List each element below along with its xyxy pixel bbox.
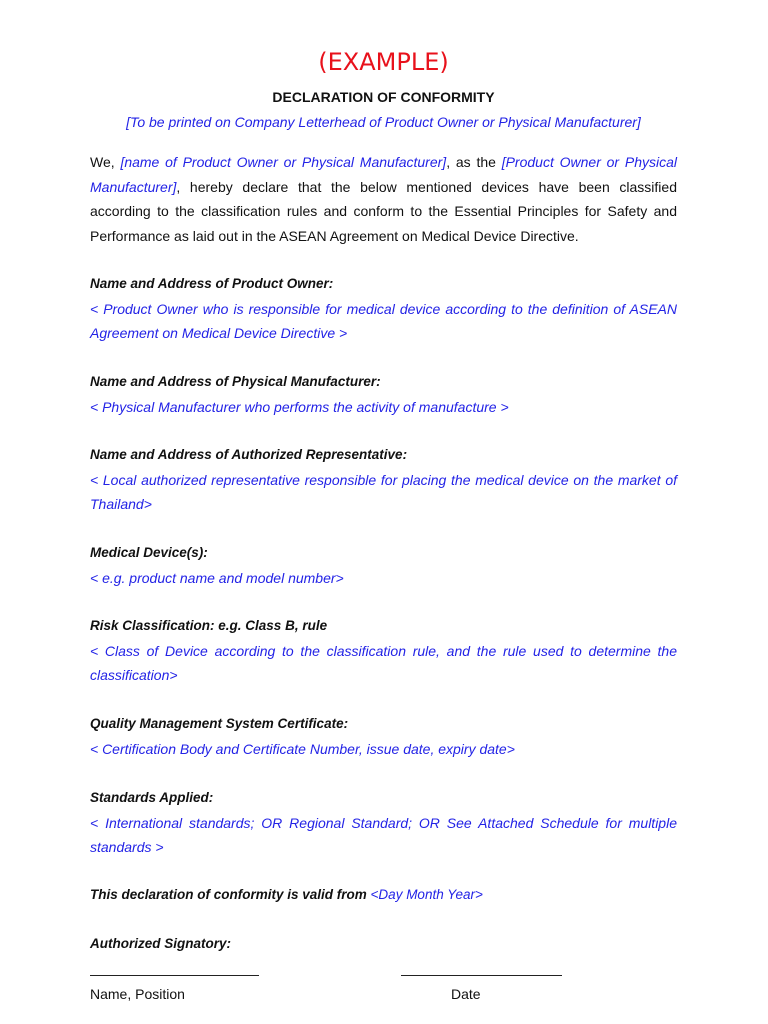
section-heading: Risk Classification: e.g. Class B, rule bbox=[90, 618, 328, 633]
section-placeholder: < Local authorized representative responsible for placing the medical device on the market of Thailand> bbox=[90, 471, 677, 513]
section-qms-certificate bbox=[90, 712, 677, 761]
section-standards-applied bbox=[90, 786, 677, 860]
section-placeholder: < Class of Device according to the classification rule, and the rule used to determine the classification> bbox=[90, 642, 677, 684]
section-product-owner bbox=[90, 272, 677, 346]
section-heading: Medical Device(s): bbox=[90, 545, 208, 560]
section-heading: Name and Address of Authorized Representative: bbox=[90, 447, 408, 462]
letterhead-instruction: [To be printed on Company Letterhead of Product Owner or Physical Manufacturer] bbox=[126, 114, 641, 130]
intro-placeholder-name: [name of Product Owner or Physical Manufacturer] bbox=[120, 154, 447, 170]
section-heading: Name and Address of Product Owner: bbox=[90, 276, 334, 291]
section-risk-classification bbox=[90, 614, 677, 688]
section-heading: Name and Address of Physical Manufacturer: bbox=[90, 374, 381, 389]
validity-date-placeholder: <Day Month Year> bbox=[370, 887, 483, 902]
intro-text-declaration: , hereby declare that the below mentioned devices have been classified according to the classification rules and conform to the Essential Principles for Safety and Performance as laid out in the ASEAN Agreement on Medical Device Directive. bbox=[90, 178, 677, 244]
intro-text-we: We, bbox=[90, 154, 121, 170]
date-label: Date bbox=[451, 986, 481, 1002]
name-signature-line bbox=[90, 975, 259, 976]
section-physical-manufacturer bbox=[90, 370, 677, 419]
declaration-intro-paragraph bbox=[90, 150, 677, 248]
intro-text-as-the: , as the bbox=[446, 154, 502, 170]
section-placeholder: < Certification Body and Certificate Number, issue date, expiry date> bbox=[90, 740, 515, 757]
validity-lead-text: This declaration of conformity is valid from bbox=[90, 887, 371, 902]
section-placeholder: < e.g. product name and model number> bbox=[90, 569, 344, 586]
intro-placeholder-role: [Product Owner or Physical Manufacturer] bbox=[90, 154, 678, 195]
document-title: DECLARATION OF CONFORMITY bbox=[272, 89, 495, 105]
section-medical-devices bbox=[90, 541, 677, 590]
section-heading: Quality Management System Certificate: bbox=[90, 716, 349, 731]
section-heading: Standards Applied: bbox=[90, 790, 214, 805]
example-label: (EXAMPLE) bbox=[318, 48, 449, 76]
validity-statement bbox=[90, 883, 483, 908]
section-placeholder: < International standards; OR Regional Standard; OR See Attached Schedule for multiple standards > bbox=[90, 814, 677, 856]
date-signature-line bbox=[401, 975, 562, 976]
section-placeholder: < Physical Manufacturer who performs the activity of manufacture > bbox=[90, 398, 509, 415]
authorized-signatory-heading: Authorized Signatory: bbox=[90, 936, 231, 951]
name-position-label: Name, Position bbox=[90, 986, 185, 1002]
section-placeholder: < Product Owner who is responsible for medical device according to the definition of ASEAN Agreement on Medical Device Directive > bbox=[90, 300, 677, 342]
section-authorized-representative bbox=[90, 443, 677, 517]
